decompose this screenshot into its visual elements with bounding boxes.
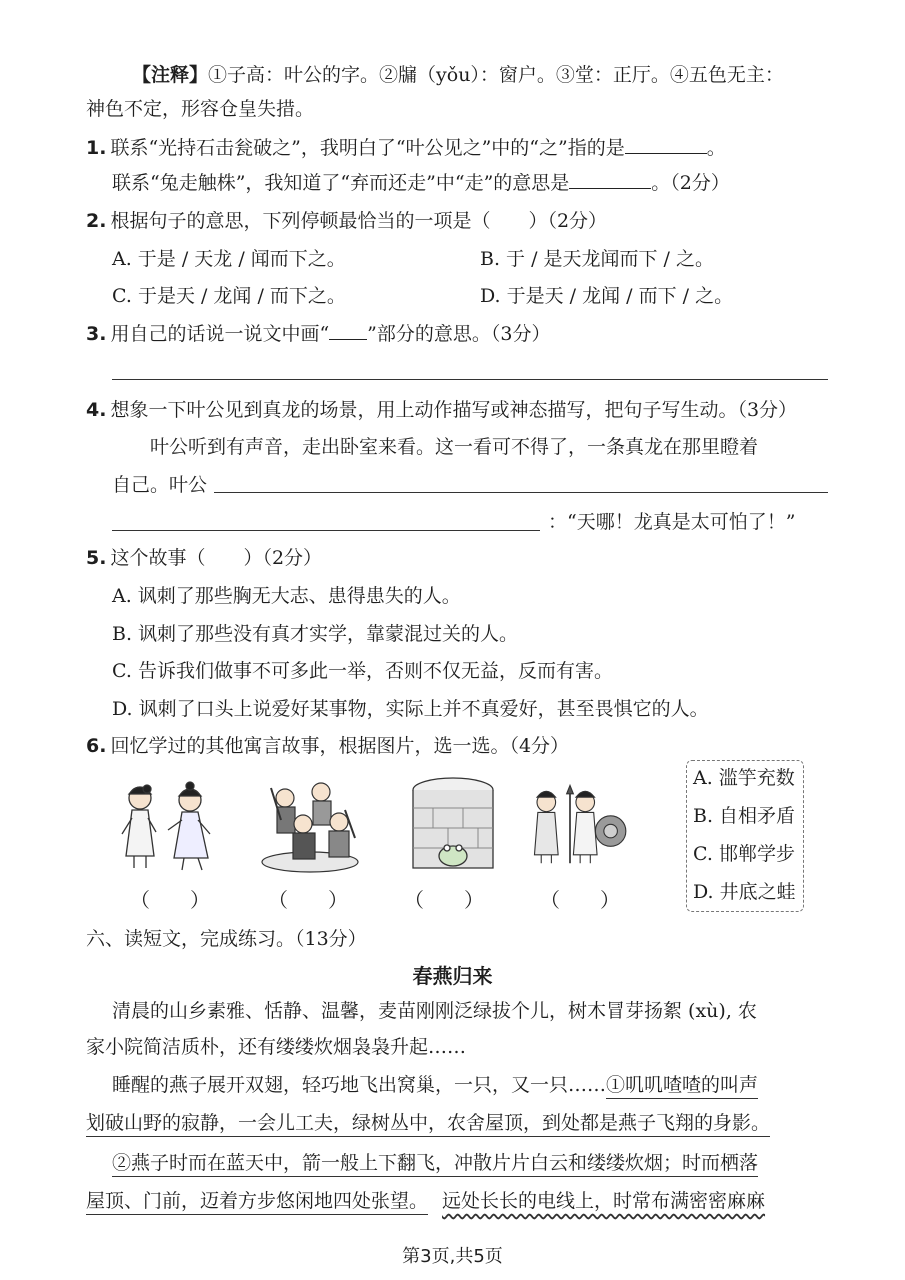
q4-line-2: 自己。叶公	[112, 474, 208, 496]
q1-line-1	[86, 135, 726, 161]
passage-p2-line-2	[86, 1110, 770, 1136]
q6-question	[86, 733, 569, 759]
q3-text-after: ”部分的意思。（3分）	[367, 323, 551, 345]
q1-end-2: 。（2分）	[651, 172, 730, 194]
q2-text: 根据句子的意思，下列停顿最恰当的一项是（ ）（2分）	[110, 210, 608, 232]
q2-question	[86, 208, 607, 234]
q6-text: 回忆学过的其他寓言故事，根据图片，选一选。（4分）	[110, 735, 570, 757]
q6-option-b: B. 自相矛盾	[693, 805, 796, 827]
q6-answer-paren-4[interactable]: （ ）	[540, 888, 620, 912]
passage-underlined-sentence-1a: ①叽叽喳喳的叫声	[606, 1074, 758, 1099]
q5-text: 这个故事（ ）（2分）	[110, 547, 323, 569]
q3-number: 3.	[86, 323, 107, 345]
q4-answer-line-2[interactable]	[112, 530, 540, 531]
q5-option-a[interactable]: A. 讽刺了那些胸无大志、患得患失的人。	[112, 585, 461, 607]
passage-p1-line-1: 清晨的山乡素雅、恬静、温馨，麦苗刚刚泛绿拔个儿，树木冒芽扬絮 (xù), 农	[112, 1000, 757, 1022]
q2-option-b[interactable]: B. 于 / 是天龙闻而下 / 之。	[480, 248, 715, 270]
passage-underlined-sentence-1b: 划破山野的寂静，一会儿工夫，绿树丛中，农舍屋顶，到处都是燕子飞翔的身影。	[86, 1112, 770, 1137]
q2-option-c[interactable]: C. 于是天 / 龙闻 / 而下之。	[112, 285, 346, 307]
passage-p3-line-2	[86, 1188, 765, 1214]
picture-two-walkers	[112, 776, 222, 876]
q5-option-c[interactable]: C. 告诉我们做事不可多此一举，否则不仅无益，反而有害。	[112, 660, 613, 682]
q5-number: 5.	[86, 547, 107, 569]
q6-options-box	[686, 760, 804, 912]
note-line-1	[132, 62, 784, 88]
q3-underline-marker	[329, 323, 367, 340]
note-label: 【注释】	[132, 64, 209, 86]
q6-option-d: D. 井底之蛙	[693, 881, 796, 903]
q1-answer-blank-2[interactable]	[569, 170, 651, 189]
q6-option-c: C. 邯郸学步	[693, 843, 795, 865]
q6-number: 6.	[86, 735, 107, 757]
q1-number: 1.	[86, 137, 107, 159]
passage-wavy-sentence: 远处长长的电线上，时常布满密密麻麻	[442, 1190, 766, 1212]
passage-underlined-sentence-2a: ②燕子时而在蓝天中，箭一般上下翻飞，冲散片片白云和缕缕炊烟；时而栖落	[112, 1152, 758, 1177]
q3-question	[86, 321, 550, 347]
note-line-2: 神色不定，形容仓皇失措。	[86, 98, 315, 120]
picture-frog-in-well	[398, 776, 508, 876]
passage-title: 春燕归来	[412, 964, 493, 988]
q5-question	[86, 545, 322, 571]
q5-option-d[interactable]: D. 讽刺了口头上说爱好某事物，实际上并不真爱好，甚至畏惧它的人。	[112, 698, 709, 720]
q1-answer-blank-1[interactable]	[625, 135, 707, 154]
q4-number: 4.	[86, 399, 107, 421]
q1-end-1: 。	[706, 137, 726, 159]
picture-musicians	[255, 776, 365, 876]
section-six-heading: 六、读短文，完成练习。（13分）	[86, 928, 367, 950]
q2-option-a[interactable]: A. 于是 / 天龙 / 闻而下之。	[112, 248, 346, 270]
q4-question	[86, 397, 797, 423]
passage-underlined-sentence-2b: 屋顶、门前，迈着方步悠闲地四处张望。	[86, 1190, 428, 1215]
q2-option-d[interactable]: D. 于是天 / 龙闻 / 而下 / 之。	[480, 285, 734, 307]
q6-answer-paren-3[interactable]: （ ）	[404, 888, 484, 912]
q6-answer-paren-1[interactable]: （ ）	[130, 888, 210, 912]
passage-p2-text: 睡醒的燕子展开双翅，轻巧地飞出窝巢，一只，又一只……	[112, 1074, 607, 1096]
q4-paragraph: 叶公听到有声音，走出卧室来看。这一看可不得了，一条真龙在那里瞪着	[150, 436, 759, 458]
q1-line-2	[112, 170, 730, 196]
picture-spear-and-shield	[526, 776, 636, 876]
q4-answer-line-1[interactable]	[214, 492, 828, 493]
q1-text-2: 联系“兔走触株”，我知道了“弃而还走”中“走”的意思是	[112, 172, 570, 194]
page-footer: 第3页,共5页	[402, 1246, 503, 1267]
q2-number: 2.	[86, 210, 107, 232]
q3-answer-line[interactable]	[112, 379, 828, 380]
passage-p1-line-2: 家小院简洁质朴，还有缕缕炊烟袅袅升起……	[86, 1036, 467, 1058]
q6-answer-paren-2[interactable]: （ ）	[268, 888, 348, 912]
q3-text-before: 用自己的话说一说文中画“	[110, 323, 330, 345]
q4-line-3-end: ：“天哪！龙真是太可怕了！”	[548, 511, 796, 533]
q6-option-a: A. 滥竽充数	[693, 767, 795, 789]
passage-p2-line-1	[112, 1072, 758, 1098]
note-text-1: ①子高：叶公的字。②牖（yǒu）：窗户。③堂：正厅。④五色无主：	[208, 64, 784, 86]
q4-text: 想象一下叶公见到真龙的场景，用上动作描写或神态描写，把句子写生动。（3分）	[110, 399, 798, 421]
passage-p3-line-1	[112, 1150, 758, 1176]
q5-option-b[interactable]: B. 讽刺了那些没有真才实学，靠蒙混过关的人。	[112, 623, 519, 645]
q1-text-1: 联系“光持石击瓮破之”，我明白了“叶公见之”中的“之”指的是	[110, 137, 625, 159]
